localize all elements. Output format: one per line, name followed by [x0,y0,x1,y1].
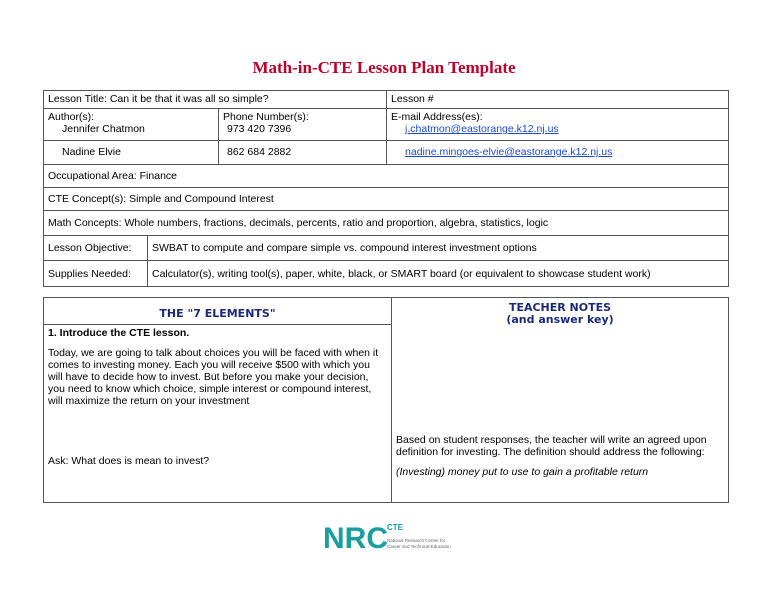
logo-line1: National Research Center for [387,538,446,543]
teacher-note-1: Based on student responses, the teacher will write an agreed upon definition for investing. The definition should address the following: [396,434,707,458]
teacher-note-2: (Investing) money put to use to gain a profitable return [396,466,649,478]
teacher-notes-subtitle: (and answer key) [506,313,614,326]
elements-column [44,298,392,503]
phone-cell-2 [219,141,387,165]
email-link-2[interactable]: nadine.mingoes-elvie@eastorange.k12.nj.us [405,146,613,158]
lesson-title-cell: Lesson Title: Can it be that it was all so simple? [44,91,387,109]
author-cell-2 [44,141,219,165]
ask-text: Ask: What does is mean to invest? [48,455,210,467]
email-label: E-mail Address(es): [391,111,483,123]
page-title: Math-in-CTE Lesson Plan Template [252,58,516,77]
author-cell-1 [44,109,219,141]
authors-label: Author(s): [48,111,95,123]
logo-cte: CTE [387,523,403,532]
step1-text: Today, we are going to talk about choices you will be faced with when it comes to investing money. Each you will receive $500 with which you will have to decide how to invest. But before you make your decision, you need to know which choice, simple interest or compound interest, will maximize the return on your investment [48,347,379,407]
lesson-info-table [43,90,729,287]
phone-1: 973 420 7396 [227,123,292,135]
seven-elements-table [43,297,729,503]
teacher-notes-title: TEACHER NOTES [508,301,612,314]
math-concepts: Math Concepts: Whole numbers, fractions, decimals, percents, ratio and proportion, algebra, statistics, logic [44,211,729,236]
phone-label: Phone Number(s): [223,111,309,123]
cte-concepts: CTE Concept(s): Simple and Compound Interest [44,188,729,211]
nrc-cte-logo [323,520,453,556]
objective-text: SWBAT to compute and compare simple vs. compound interest investment options [148,236,729,261]
email-cell-2 [387,141,729,165]
logo-line2: Career and Technical Education [387,544,451,549]
email-link-1[interactable]: j.chatmon@eastorange.k12.nj.us [405,123,559,135]
author-name-2: Nadine Elvie [62,146,121,158]
email-cell-1 [387,109,729,141]
supplies-label: Supplies Needed: [44,261,148,287]
supplies-text: Calculator(s), writing tool(s), paper, white, black, or SMART board (or equivalent to showcase student work) [148,261,729,287]
teacher-notes-header [396,300,724,326]
occupational-area: Occupational Area: Finance [44,165,729,188]
objective-label: Lesson Objective: [44,236,148,261]
seven-elements-header: THE "7 ELEMENTS" [159,307,276,320]
phone-cell-1 [219,109,387,141]
author-name-1: Jennifer Chatmon [62,123,145,135]
lesson-number-cell: Lesson # [387,91,729,109]
teacher-notes-column [392,298,729,503]
phone-2: 862 684 2882 [227,146,292,158]
logo-letters: NRC [323,522,388,555]
step1-title: 1. Introduce the CTE lesson. [48,327,190,339]
